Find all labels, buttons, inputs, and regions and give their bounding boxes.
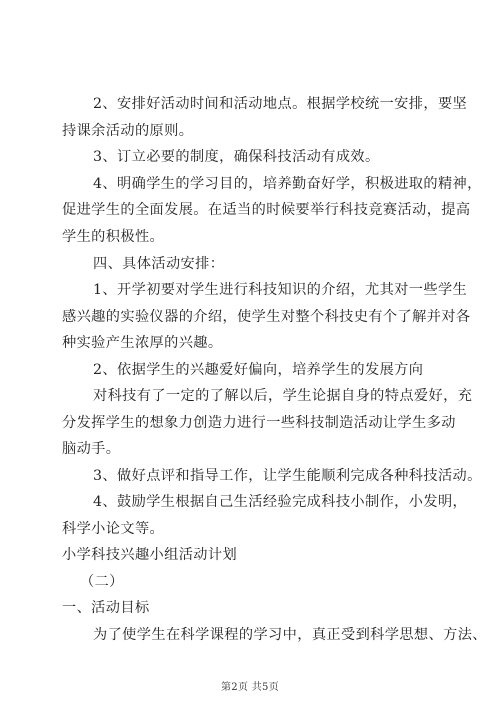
paragraph-line: 促进学生的全面发展。在适当的时候要举行科技竞赛活动，提高 bbox=[62, 202, 471, 218]
paragraph-line: 4、鼓励学生根据自己生活经验完成科技小制作，小发明， bbox=[93, 494, 468, 510]
document-title: 小学科技兴趣小组活动计划 bbox=[62, 547, 238, 563]
paragraph-line: 分发挥学生的想象力创造力进行一些科技制造活动让学生多动 bbox=[62, 415, 456, 431]
paragraph-line: 2、依据学生的兴趣爱好偏向，培养学生的发展方向 bbox=[93, 362, 424, 378]
subtitle: （二） bbox=[80, 574, 124, 590]
paragraph-line: 种实验产生浓厚的兴趣。 bbox=[62, 335, 223, 351]
paragraph-line: 持课余活动的原则。 bbox=[62, 123, 194, 139]
page-number-footer: 第2页 共5页 bbox=[220, 682, 279, 693]
paragraph-line: 脑动手。 bbox=[62, 441, 121, 457]
paragraph-line: 感兴趣的实验仪器的介绍，使学生对整个科技史有个了解并对各 bbox=[62, 309, 471, 325]
paragraph-line: 为了使学生在科学课程的学习中，真正受到科学思想、方法、 bbox=[93, 627, 487, 643]
paragraph-line: 3、订立必要的制度，确保科技活动有成效。 bbox=[93, 149, 380, 165]
paragraph-line: 4、明确学生的学习目的，培养勤奋好学，积极进取的精神， bbox=[93, 176, 482, 192]
paragraph-line: 科学小论文等。 bbox=[62, 521, 165, 537]
section-heading: 一、活动目标 bbox=[62, 600, 150, 616]
paragraph-line: 2、安排好活动时间和活动地点。根据学校统一安排，要坚 bbox=[93, 96, 468, 112]
paragraph-line: 学生的积极性。 bbox=[62, 229, 165, 245]
paragraph-line: 3、做好点评和指导工作，让学生能顺利完成各种科技活动。 bbox=[93, 468, 482, 484]
paragraph-line: 1、开学初要对学生进行科技知识的介绍，尤其对一些学生 bbox=[93, 282, 468, 298]
section-heading: 四、具体活动安排： bbox=[93, 256, 225, 272]
paragraph-line: 对科技有了一定的了解以后，学生论据自身的特点爱好，充 bbox=[93, 388, 473, 404]
